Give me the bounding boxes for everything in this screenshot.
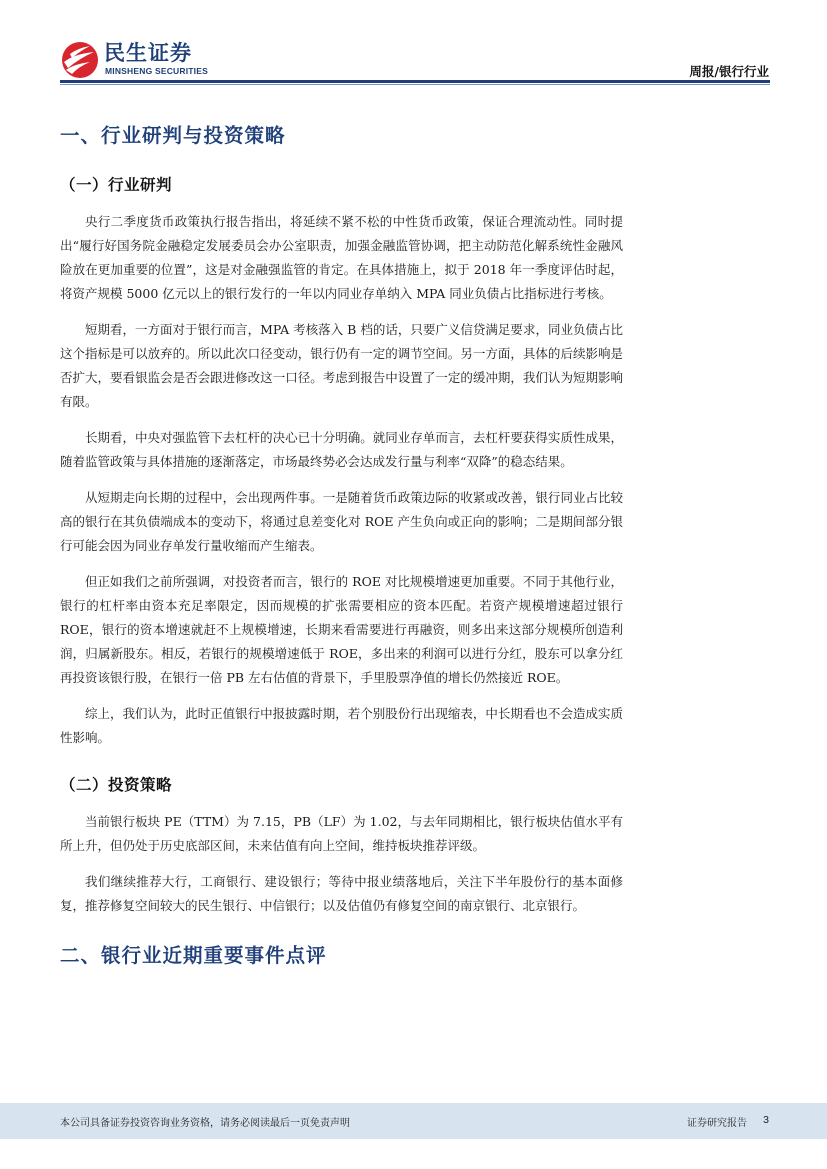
- paragraph: 我们继续推荐大行，工商银行、建设银行；等待中报业绩落地后，关注下半年股份行的基本面修复，推荐修复空间较大的民生银行、中信银行；以及估值仍有修复空间的南京银行、北京银行。: [60, 874, 623, 913]
- footer-disclaimer: 本公司具备证券投资咨询业务资格，请务必阅读最后一页免责声明: [60, 1118, 350, 1129]
- paragraph: 当前银行板块 PE（TTM）为 7.15，PB（LF）为 1.02，与去年同期相比，银行板块估值水平有所上升，但仍处于历史底部区间，未来估值有向上空间，维持板块推荐评级。: [60, 814, 623, 853]
- page-footer: [0, 1103, 827, 1139]
- header-divider: [60, 80, 770, 83]
- brand-name-chinese: 民生证券: [104, 41, 192, 65]
- paragraph: 短期看，一方面对于银行而言，MPA 考核落入 B 档的话，只要广义信贷满足要求，同业负债占比这个指标是可以放弃的。所以此次口径变动，银行仍有一定的调节空间。另一方面，具体的后续影响是否扩大，要看银监会是否会跟进修改这一口径。考虑到报告中设置了一定的缓冲期，我们认为短期影响有限。: [60, 322, 623, 409]
- paragraph: 综上，我们认为，此时正值银行中报披露时期，若个别股份行出现缩表，中长期看也不会造成实质性影响。: [60, 706, 623, 745]
- paragraph: 从短期走向长期的过程中，会出现两件事。一是随着货币政策边际的收紧或改善，银行同业占比较高的银行在其负债端成本的变动下，将通过息差变化对 ROE 产生负向或正向的影响；二是期间部分银行可能会因为同业存单发行量收缩而产生缩表。: [60, 490, 623, 553]
- subsection-heading-investment-strategy: （二）投资策略: [60, 776, 173, 794]
- paragraph: 但正如我们之前所强调，对投资者而言，银行的 ROE 对比规模增速更加重要。不同于其他行业，银行的杠杆率由资本充足率限定，因而规模的扩张需要相应的资本匹配。若资产规模增速超过银行 ROE，银行的资本增速就赶不上规模增速，长期来看需要进行再融资，则多出来这部分规模所创造利润，归属新股东。相反，若银行的规模增速低于 ROE，多出来的利润可以进行分红，股东可以拿分红再投资该银行股，在银行一倍 PB 左右估值的背景下，手里股票净值的增长仍然接近 ROE。: [60, 574, 623, 685]
- page-header: [0, 0, 827, 90]
- paragraph: 长期看，中央对强监管下去杠杆的决心已十分明确。就同业存单而言，去杠杆要获得实质性成果，随着监管政策与具体措施的逐渐落定，市场最终势必会达成发行量与利率“双降”的稳态结果。: [60, 430, 623, 469]
- minsheng-logo-icon: [60, 40, 102, 80]
- subsection-heading-industry-judgement: （一）行业研判: [60, 176, 173, 194]
- report-type-label: 周报/银行行业: [689, 64, 769, 79]
- section-heading-industry-strategy: 一、行业研判与投资策略: [60, 124, 286, 147]
- report-body: [60, 122, 623, 970]
- section-heading-recent-events: 二、银行业近期重要事件点评: [60, 944, 327, 967]
- page-number: 3: [763, 1114, 769, 1126]
- footer-report-type: 证券研究报告: [687, 1118, 747, 1129]
- brand-name-english: MINSHENG SECURITIES: [105, 66, 208, 76]
- header-divider-thin: [60, 84, 770, 85]
- paragraph: 央行二季度货币政策执行报告指出，将延续不紧不松的中性货币政策，保证合理流动性。同时提出“履行好国务院金融稳定发展委员会办公室职责，加强金融监管协调，把主动防范化解系统性金融风险放在更加重要的位置”，这是对金融强监管的肯定。在具体措施上，拟于 2018 年一季度评估时起，将资产规模 5000 亿元以上的银行发行的一年以内同业存单纳入 MPA 同业负债占比指标进行考核。: [60, 214, 623, 301]
